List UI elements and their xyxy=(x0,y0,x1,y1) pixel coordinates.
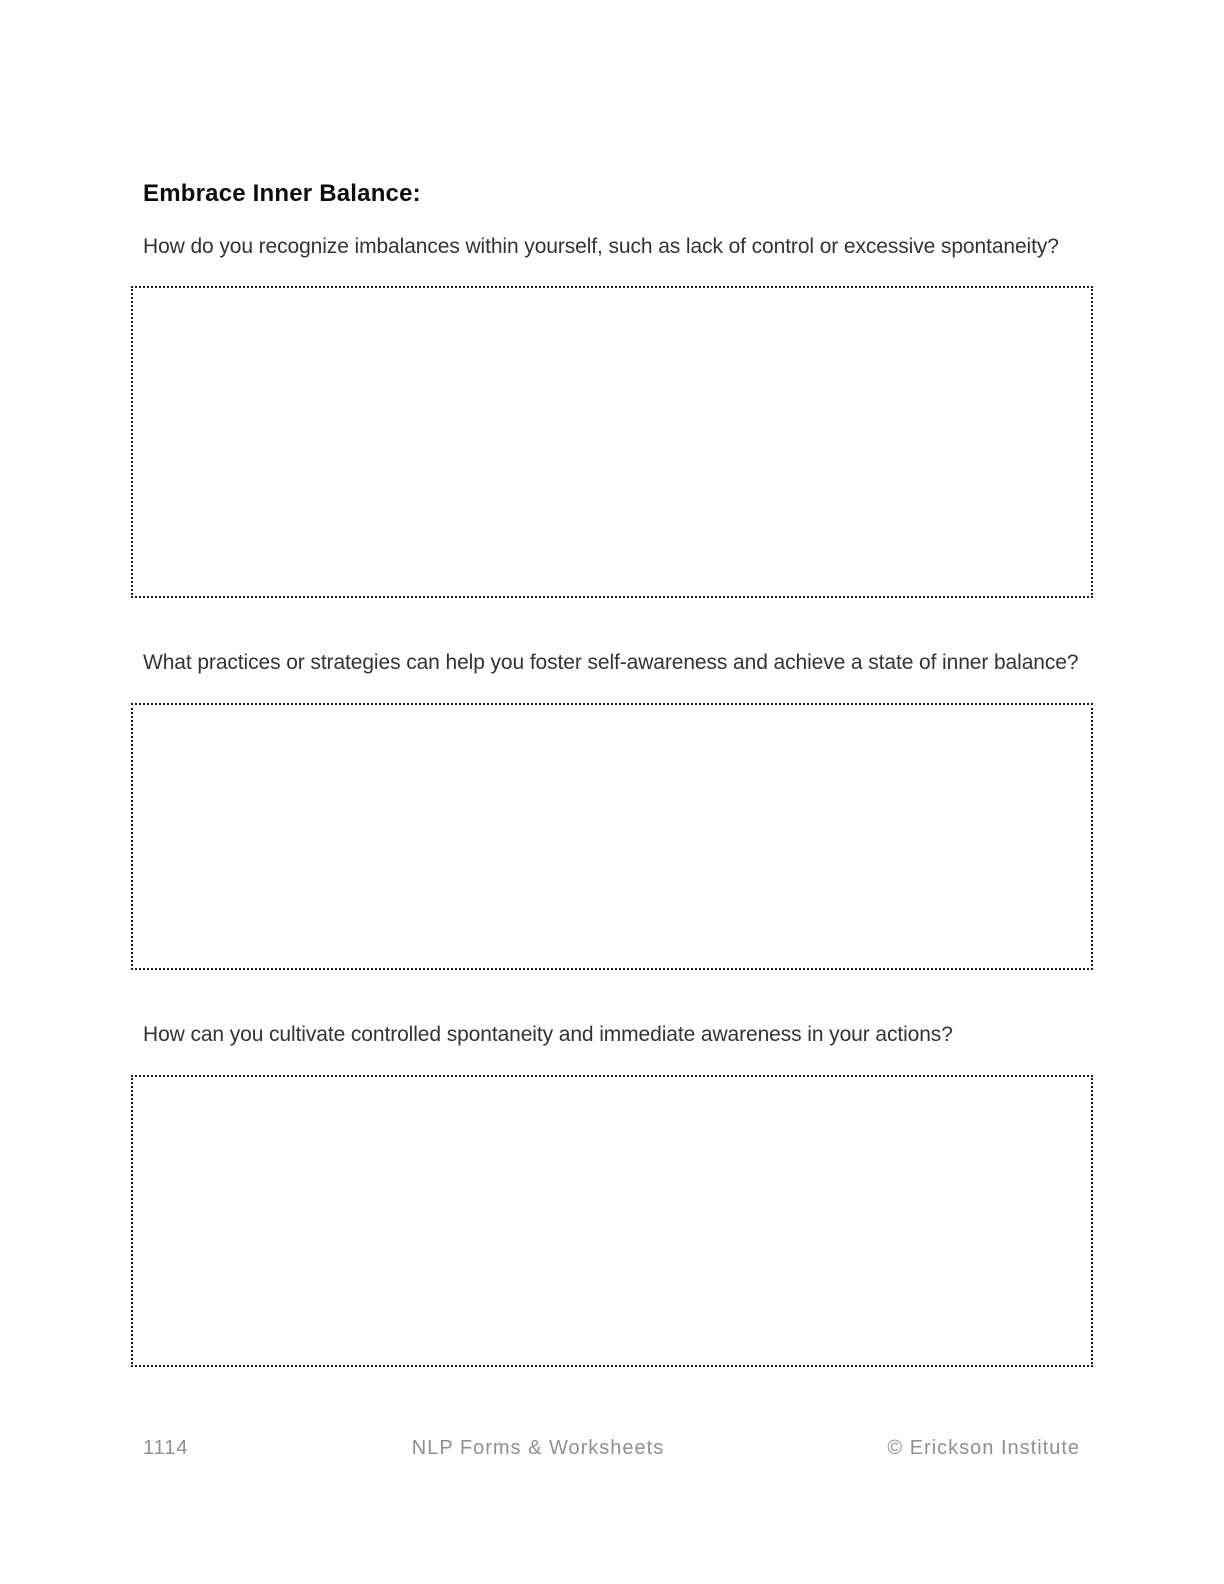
answer-box-3[interactable] xyxy=(131,1075,1093,1367)
footer-copyright: © Erickson Institute xyxy=(887,1437,1080,1459)
answer-box-2[interactable] xyxy=(131,703,1093,970)
page-footer xyxy=(143,1437,1080,1460)
question-3: How can you cultivate controlled spontaneity and immediate awareness in your actions? xyxy=(143,1023,953,1046)
question-1: How do you recognize imbalances within yourself, such as lack of control or excessive spontaneity? xyxy=(143,235,1059,258)
footer-page-number: 1114 xyxy=(143,1437,189,1459)
section-heading: Embrace Inner Balance: xyxy=(143,180,421,207)
worksheet-content xyxy=(131,181,1093,1367)
answer-box-1[interactable] xyxy=(131,286,1093,598)
footer-title: NLP Forms & Worksheets xyxy=(411,1437,665,1459)
question-2: What practices or strategies can help you foster self-awareness and achieve a state of inner balance? xyxy=(143,651,1079,674)
